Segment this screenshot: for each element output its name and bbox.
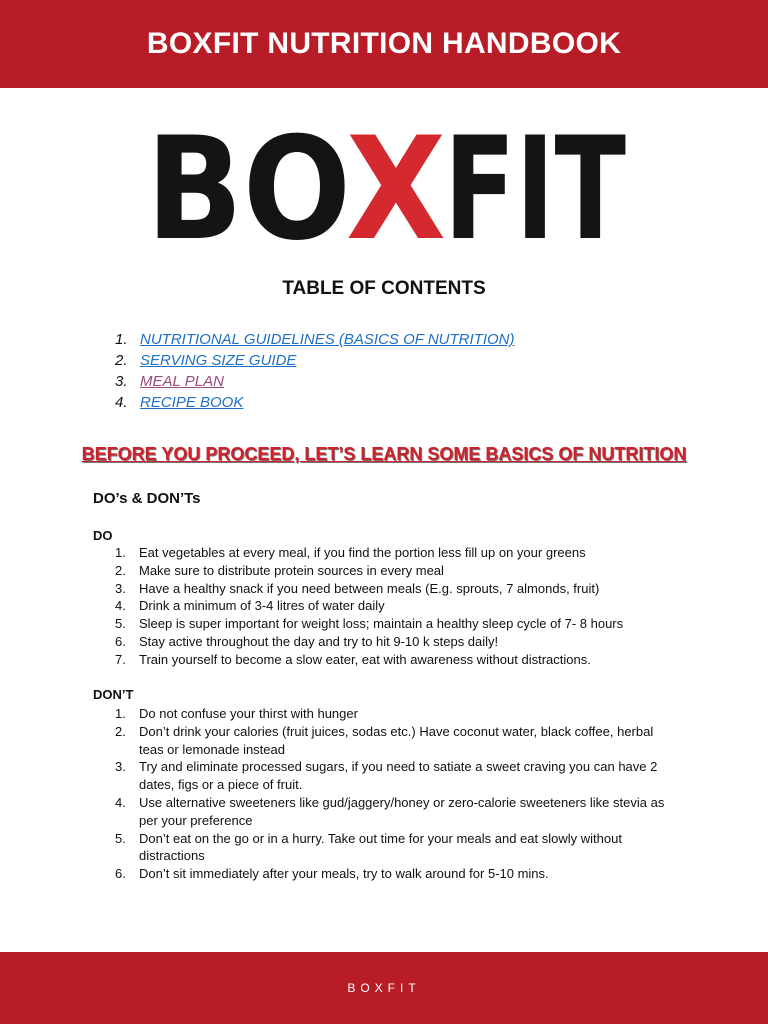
list-item-text: Make sure to distribute protein sources in every meal [139, 562, 444, 578]
toc-link-serving-size[interactable]: SERVING SIZE GUIDE [140, 352, 297, 369]
list-item-number: 1. [115, 706, 126, 721]
toc-item-number: 2. [115, 352, 128, 369]
basics-banner: BEFORE YOU PROCEED, LET’S LEARN SOME BASICS OF NUTRITION [81, 444, 687, 464]
toc-item-meal-plan [115, 371, 515, 392]
do-label: DO [93, 528, 113, 543]
page-footer [0, 952, 768, 1024]
list-item-number: 5. [115, 830, 126, 846]
toc-list [115, 329, 515, 413]
list-item [115, 615, 675, 633]
do-list [115, 544, 675, 669]
list-item-number: 3. [115, 580, 126, 596]
list-item-text: Don’t eat on the go or in a hurry. Take out time for your meals and eat slowly without distractions [139, 830, 622, 864]
list-item-text: Use alternative sweeteners like gud/jaggery/honey or zero-calorie sweeteners like stevia as per your preference [139, 794, 665, 828]
list-item [115, 794, 675, 830]
footer-brand: BOXFIT [347, 981, 421, 995]
toc-link-nutritional-guidelines[interactable]: NUTRITIONAL GUIDELINES (BASICS OF NUTRITION) [140, 331, 515, 348]
list-item-number: 4. [115, 598, 126, 614]
list-item [115, 651, 675, 669]
list-item-text: Drink a minimum of 3-4 litres of water daily [139, 598, 385, 614]
list-item-text: Try and eliminate processed sugars, if you need to satiate a sweet craving you can have 2 dates, figs or a piece of fruit. [139, 759, 658, 793]
list-item-text: Have a healthy snack if you need between meals (E.g. sprouts, 7 almonds, fruit) [139, 580, 600, 596]
list-item-number: 6. [115, 866, 126, 882]
page-header [0, 0, 768, 88]
list-item [115, 633, 675, 651]
list-item-text: Stay active throughout the day and try to hit 9-10 k steps daily! [139, 633, 499, 649]
dont-list [115, 705, 675, 883]
list-item-text: Eat vegetables at every meal, if you find the portion less fill up on your greens [139, 545, 586, 560]
boxfit-logo [146, 107, 627, 272]
toc-item-number: 1. [115, 331, 128, 348]
list-item-number: 2. [115, 562, 126, 578]
list-item-number: 3. [115, 759, 126, 775]
list-item-text: Train yourself to become a slow eater, eat with awareness without distractions. [139, 651, 591, 667]
list-item [115, 758, 675, 794]
list-item-number: 5. [115, 616, 126, 632]
toc-item-nutritional-guidelines [115, 329, 515, 350]
toc-item-number: 4. [115, 394, 128, 411]
list-item-number: 7. [115, 651, 126, 667]
list-item [115, 705, 675, 723]
list-item [115, 830, 675, 866]
toc-title: TABLE OF CONTENTS [282, 278, 486, 299]
list-item [115, 597, 675, 615]
list-item-text: Don’t sit immediately after your meals, try to walk around for 5-10 mins. [139, 866, 549, 882]
toc-link-meal-plan[interactable]: MEAL PLAN [140, 373, 224, 390]
toc-item-number: 3. [115, 373, 128, 390]
list-item-number: 4. [115, 794, 126, 810]
toc-item-serving-size [115, 350, 515, 371]
list-item-text: Sleep is super important for weight loss; maintain a healthy sleep cycle of 7- 8 hours [139, 616, 624, 632]
list-item-number: 6. [115, 633, 126, 649]
list-item [115, 723, 675, 759]
dont-label: DON’T [93, 687, 134, 702]
logo-text-x: X [346, 107, 446, 272]
list-item-number: 1. [115, 545, 126, 560]
list-item-text: Don’t drink your calories (fruit juices, sodas etc.) Have coconut water, black coffee, herbal teas or lemonade instead [139, 723, 654, 757]
logo-text-fit: FIT [444, 107, 627, 272]
list-item [115, 562, 675, 580]
list-item-text: Do not confuse your thirst with hunger [139, 706, 358, 721]
list-item [115, 580, 675, 598]
list-item-number: 2. [115, 723, 126, 739]
page-title: BOXFIT NUTRITION HANDBOOK [146, 27, 622, 60]
dos-donts-title: DO’s & DON’Ts [93, 490, 201, 507]
toc-link-recipe-book[interactable]: RECIPE BOOK [140, 394, 244, 411]
toc-item-recipe-book [115, 392, 515, 413]
logo-text-bo: BO [146, 107, 351, 272]
list-item [115, 865, 675, 883]
list-item [115, 544, 675, 562]
